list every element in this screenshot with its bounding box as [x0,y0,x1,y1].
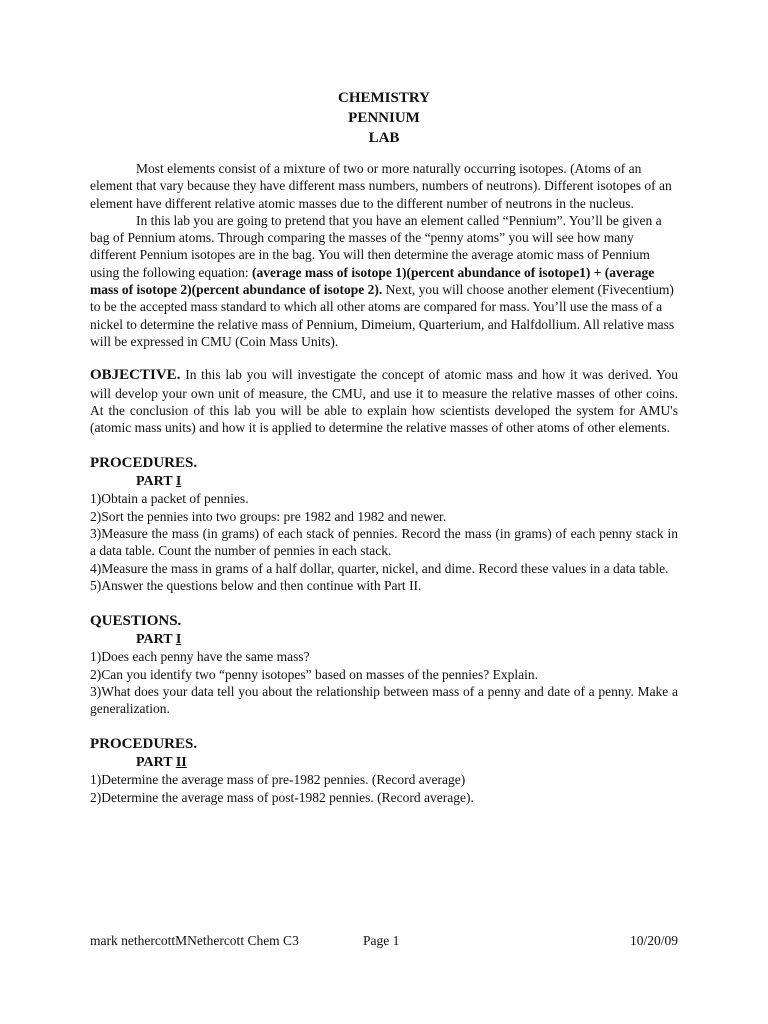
intro-paragraph-2-end: Next, you will choose another element (Fivecentium) to be the accepted mass standard to which all other atoms are compared for mass. You’ll use the mass of a nickel to determine the relative mass of Pennium, Dimeium, Quarterium, and Halfdollium. All relative mass will be expressed in CMU (Coin Mass Units). [90,282,675,349]
list-item: 3)What does your data tell you about the relationship between mass of a penny and date of a penny. Make a generalization. [90,683,678,717]
objective-heading: OBJECTIVE. [90,367,181,384]
title-line-3: LAB [368,130,400,146]
footer-author: mark nethercottMNethercott Chem C3 [90,933,299,948]
footer-page-number: Page 1 [363,933,400,948]
average-mass-equation: (average mass of isotope 1)(percent abundance of isotope1) + (average mass of isotope 2)(percent abundance of isotope 2). [90,264,655,298]
procedures-heading: PROCEDURES. [90,455,198,472]
list-item: 5)Answer the questions below and then continue with Part II. [90,577,422,593]
title-line-1: CHEMISTRY [338,90,430,106]
intro-paragraph-2 [90,212,678,350]
document-page [90,88,678,806]
part-number: I [175,474,182,490]
part-heading [90,754,678,771]
procedures-part-1 [90,454,678,594]
list-item: 4)Measure the mass in grams of a half dollar, quarter, nickel, and dime. Record these values in a data table. [90,560,669,576]
question-list [90,648,678,717]
list-item: 1)Does each penny have the same mass? [90,649,310,665]
part-label: PART [136,474,176,490]
procedures-part-2 [90,735,678,806]
procedure-list [90,490,678,594]
objective-text: In this lab you will investigate the concept of atomic mass and how it was derived. You will develop your own unit of measure, the CMU, and use it to measure the relative masses of other coins. At the conclusion of this lab you will be able to explain how scientists developed the system for AMU's (atomic mass units) and how it is applied to determine the relative masses of other atoms of other elements. [90,367,678,436]
procedure-list [90,771,678,806]
footer-date: 10/20/09 [629,933,678,948]
part-label: PART [136,755,176,771]
list-item: 2)Can you identify two “penny isotopes” based on masses of the pennies? Explain. [90,666,539,682]
part-heading [90,631,678,648]
list-item: 2)Sort the pennies into two groups: pre 1982 and 1982 and newer. [90,508,447,524]
title-line-2: PENNIUM [348,110,420,126]
list-item: 3)Measure the mass (in grams) of each stack of pennies. Record the mass (in grams) of each penny stack in a data table. Count the number of pennies in each stack. [90,526,678,559]
list-item: 2)Determine the average mass of post-1982 pennies. (Record average). [90,789,474,805]
part-number: I [175,632,182,648]
objective-section [90,366,678,436]
part-number: II [175,755,187,771]
questions-part-1 [90,612,678,717]
list-item: 1)Obtain a packet of pennies. [90,491,249,507]
intro-paragraph-2-start: In this lab you are going to pretend that you have an element called “Pennium”. You’ll be given a bag of Pennium atoms. Through comparing the masses of the “penny atoms” you will see how many different Pennium isotopes are in the bag. You will then determine the average atomic mass of Pennium using the following equation: [90,212,662,280]
list-item: 1)Determine the average mass of pre-1982 pennies. (Record average) [90,772,466,788]
introduction [90,160,678,350]
part-label: PART [136,632,176,648]
intro-paragraph-1: Most elements consist of a mixture of two or more naturally occurring isotopes. (Atoms of an element that vary because they have different mass numbers, numbers of neutrons). Different isotopes of an element have different relative atomic masses due to the different number of neutrons in the nucleus. [90,161,672,211]
procedures-heading: PROCEDURES. [90,736,198,753]
questions-heading: QUESTIONS. [90,613,182,630]
page-footer [90,932,678,950]
document-title [90,88,678,148]
part-heading [90,473,678,490]
